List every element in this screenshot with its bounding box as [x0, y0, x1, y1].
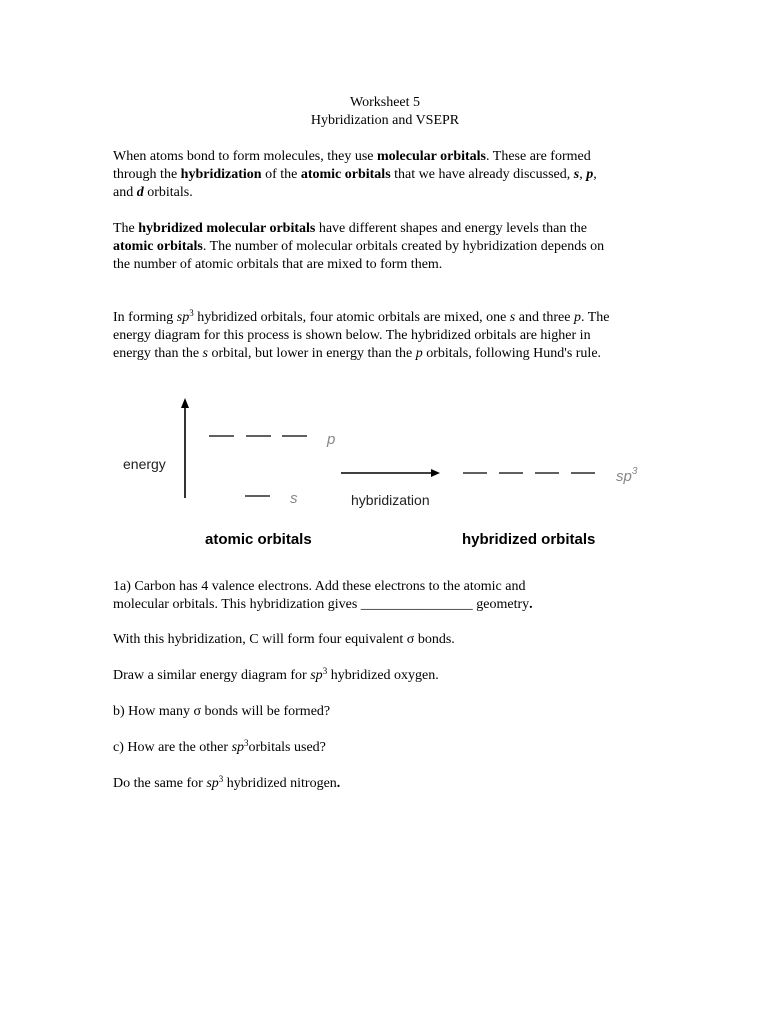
intro-paragraph: When atoms bond to form molecules, they use molecular orbitals. These are formed through the hybridization of the atomic orbitals that we have already discussed, s, p, and d orbitals.	[113, 149, 597, 200]
sigma-bonds-statement: With this hybridization, C will form four equivalent σ bonds.	[113, 632, 455, 647]
oxygen-instruction: Draw a similar energy diagram for $sp^3$ hybridized oxygen.	[113, 666, 439, 683]
worksheet-title: Worksheet 5	[349, 95, 421, 110]
hybridization-arrowhead	[431, 469, 440, 477]
s-label: s	[290, 490, 298, 507]
term-atomic-orbitals: atomic orbitals	[300, 167, 391, 182]
nitrogen-instruction: Do the same for $sp^3$ hybridized nitrogen.	[113, 774, 341, 791]
hybridization-label: hybridization	[351, 492, 430, 508]
worksheet-subtitle: Hybridization and VSEPR	[310, 113, 460, 128]
atomic-orbitals-caption: atomic orbitals	[205, 531, 312, 548]
question-1a: 1a) Carbon has 4 valence electrons. Add these electrons to the atomic and molecular orbitals. This hybridization gives ________________ geometry.	[113, 579, 533, 612]
term-molecular-orbitals: molecular orbitals	[377, 149, 487, 164]
energy-axis-arrowhead	[181, 398, 189, 408]
sp3-paragraph: In forming $sp^3$ hybridized orbitals, four atomic orbitals are mixed, one s and three p. The energy diagram for this process is shown below. The hybridized orbitals are higher in energy than the s orbital, but lower in energy than the p orbitals, following Hund's rule.	[113, 308, 610, 361]
energy-diagram	[0, 390, 770, 560]
term-hybridization: hybridization	[180, 167, 262, 182]
term-atomic-orbitals-2: atomic orbitals	[113, 239, 203, 254]
sp3-label: $sp^3$	[616, 466, 638, 485]
term-hybridized-molecular-orbitals: hybridized molecular orbitals	[138, 221, 316, 236]
question-b: b) How many σ bonds will be formed?	[113, 704, 331, 719]
p-label: p	[327, 431, 336, 448]
question-c: c) How are the other $sp^3orbitals$ used?	[113, 738, 326, 755]
hybrid-paragraph: The hybridized molecular orbitals have different shapes and energy levels than the atomic orbitals. The number of molecular orbitals created by hybridization depends on the number of atomic orbitals that are mixed to form them.	[113, 221, 605, 272]
hybridized-orbitals-caption: hybridized orbitals	[462, 531, 596, 548]
energy-label: energy	[123, 456, 166, 472]
